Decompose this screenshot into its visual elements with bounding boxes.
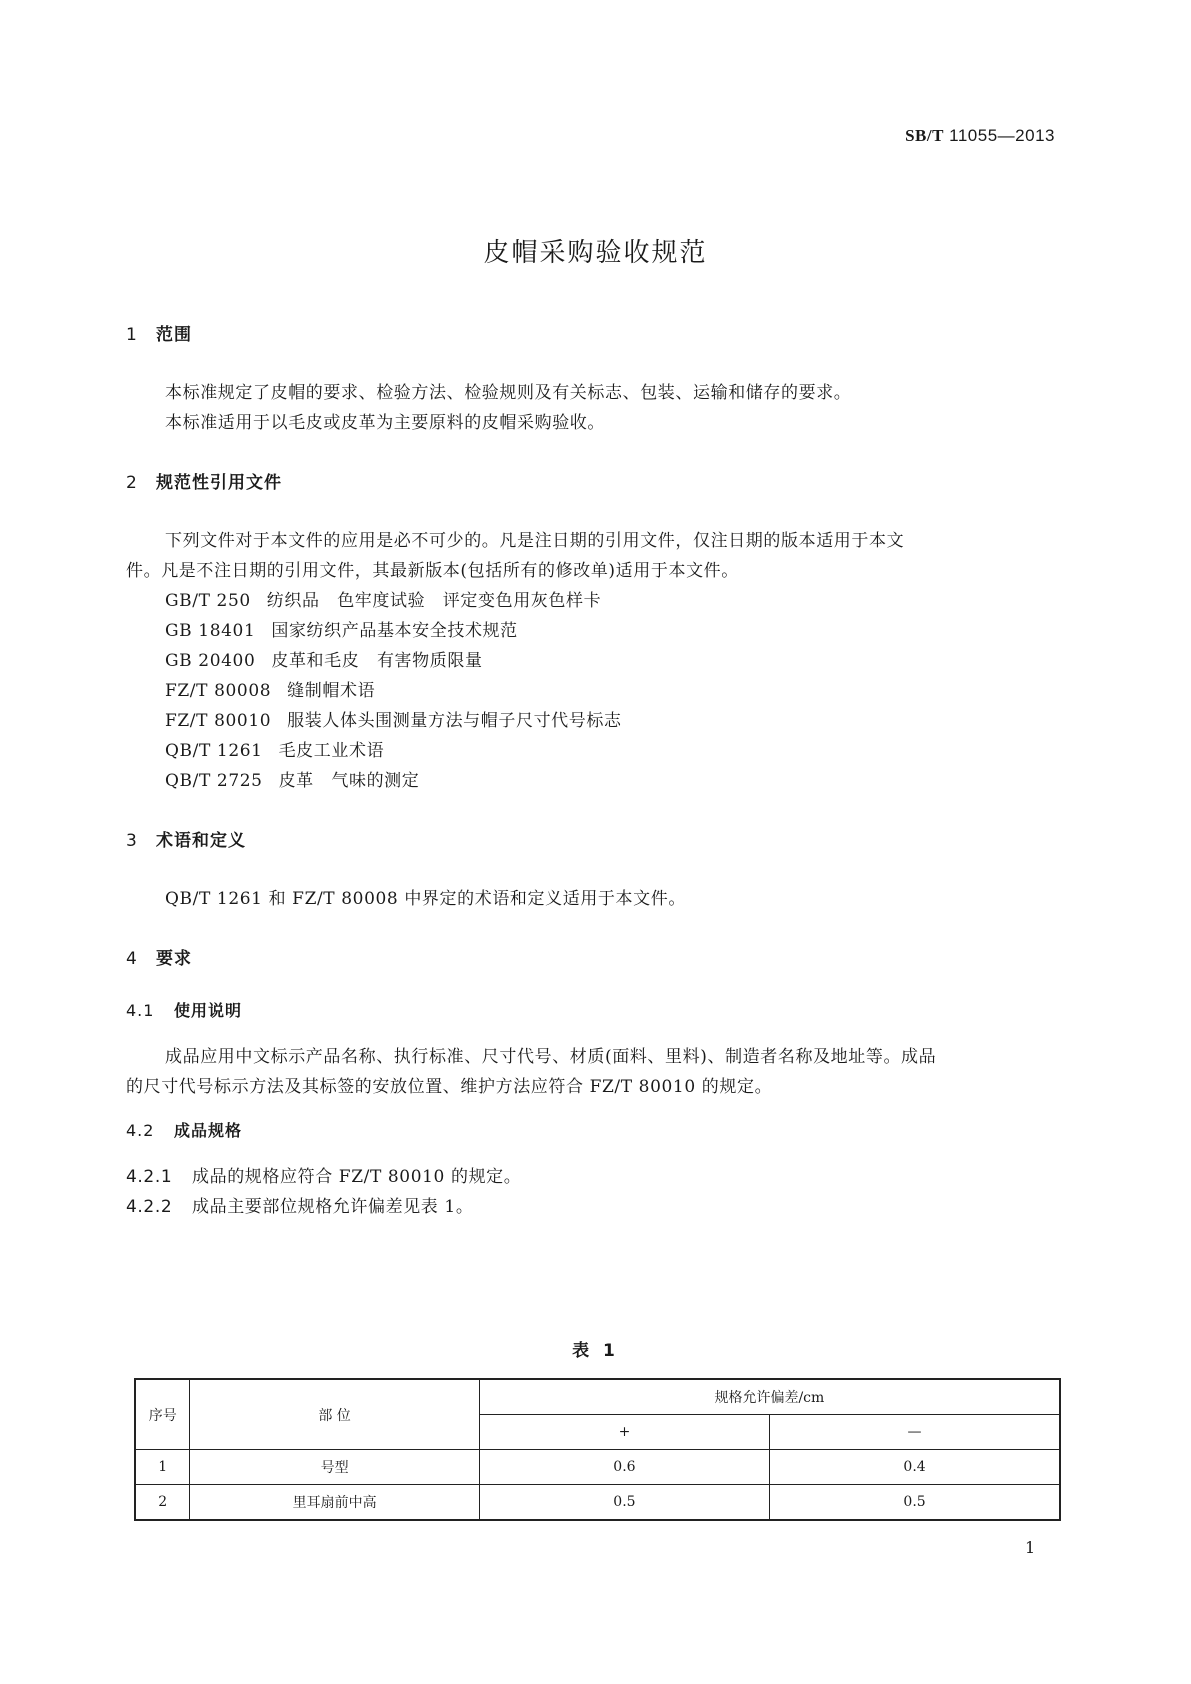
- reference-title: 皮革 气味的测定: [278, 771, 420, 791]
- cell-plus: 0.5: [479, 1485, 769, 1521]
- reference-item: [165, 646, 483, 671]
- header-minus: —: [770, 1415, 1060, 1450]
- clause-number: 4.2.2: [126, 1197, 173, 1217]
- clause-4-2-1: [126, 1162, 521, 1187]
- section-number: 2: [126, 473, 138, 493]
- section-title: 术语和定义: [156, 831, 246, 851]
- section-4-heading: [126, 944, 192, 969]
- section-number: 4: [126, 949, 138, 969]
- section-4-2-heading: [126, 1118, 242, 1141]
- section-title: 规范性引用文件: [156, 473, 282, 493]
- reference-title: 国家纺织产品基本安全技术规范: [271, 621, 518, 641]
- standard-prefix: SB/T: [905, 126, 944, 145]
- reference-title: 纺织品 色牢度试验 评定变色用灰色样卡: [266, 591, 602, 611]
- section-1-heading: [126, 320, 192, 345]
- cell-seq: 1: [135, 1450, 190, 1485]
- section-title: 要求: [156, 949, 192, 969]
- section-2-intro-line-2: 件。凡是不注日期的引用文件，其最新版本(包括所有的修改单)适用于本文件。: [126, 561, 739, 581]
- reference-code: QB/T 2725: [165, 771, 263, 791]
- section-title: 范围: [156, 325, 192, 345]
- section-number: 3: [126, 831, 138, 851]
- reference-item: [165, 616, 518, 641]
- standard-code: [905, 126, 1055, 146]
- clause-number: 4.2.1: [126, 1167, 173, 1187]
- cell-minus: 0.4: [770, 1450, 1060, 1485]
- section-4-1-heading: [126, 998, 242, 1021]
- header-seq: 序号: [135, 1379, 190, 1450]
- section-4-1-line-2: 的尺寸代号标示方法及其标签的安放位置、维护方法应符合 FZ/T 80010 的规定。: [126, 1077, 773, 1097]
- cell-plus: 0.6: [479, 1450, 769, 1485]
- reference-item: [165, 766, 419, 791]
- section-number: 1: [126, 325, 138, 345]
- page-number: 1: [1025, 1538, 1036, 1557]
- reference-code: FZ/T 80008: [165, 681, 272, 701]
- section-3-heading: [126, 826, 246, 851]
- reference-code: GB/T 250: [165, 591, 251, 611]
- section-1-para-2: 本标准适用于以毛皮或皮革为主要原料的皮帽采购验收。: [165, 413, 605, 433]
- reference-title: 皮革和毛皮 有害物质限量: [271, 651, 483, 671]
- document-title: 皮帽采购验收规范: [483, 238, 708, 268]
- reference-title: 服装人体头围测量方法与帽子尺寸代号标志: [287, 711, 622, 731]
- section-1-para-1: 本标准规定了皮帽的要求、检验方法、检验规则及有关标志、包装、运输和储存的要求。: [165, 383, 852, 403]
- reference-item: [165, 676, 375, 701]
- cell-minus: 0.5: [770, 1485, 1060, 1521]
- standard-number: 11055—2013: [949, 126, 1055, 145]
- tolerance-table: [134, 1378, 1061, 1521]
- reference-title: 缝制帽术语: [287, 681, 376, 701]
- section-4-1-line-1: 成品应用中文标示产品名称、执行标准、尺寸代号、材质(面料、里料)、制造者名称及地址等。成品: [165, 1047, 937, 1067]
- reference-title: 毛皮工业术语: [278, 741, 385, 761]
- table-row: [135, 1450, 1060, 1485]
- clause-4-2-2: [126, 1192, 473, 1217]
- reference-code: QB/T 1261: [165, 741, 263, 761]
- section-title: 成品规格: [174, 1121, 243, 1140]
- clause-text: 成品主要部位规格允许偏差见表 1。: [192, 1197, 474, 1217]
- reference-item: [165, 706, 622, 731]
- cell-part: 里耳扇前中高: [190, 1485, 479, 1521]
- reference-code: GB 20400: [165, 651, 256, 671]
- reference-code: GB 18401: [165, 621, 256, 641]
- section-2-intro-line-1: 下列文件对于本文件的应用是必不可少的。凡是注日期的引用文件，仅注日期的版本适用于本文: [165, 531, 905, 551]
- section-title: 使用说明: [174, 1001, 243, 1020]
- table-row: [135, 1485, 1060, 1521]
- reference-item: [165, 586, 601, 611]
- section-3-para: QB/T 1261 和 FZ/T 80008 中界定的术语和定义适用于本文件。: [165, 889, 686, 909]
- header-plus: +: [479, 1415, 769, 1450]
- section-number: 4.2: [126, 1121, 155, 1140]
- header-tolerance: 规格允许偏差/cm: [479, 1379, 1060, 1415]
- section-2-heading: [126, 468, 282, 493]
- section-number: 4.1: [126, 1001, 155, 1020]
- reference-code: FZ/T 80010: [165, 711, 272, 731]
- table-title: 表 1: [572, 1341, 619, 1361]
- reference-item: [165, 736, 384, 761]
- cell-seq: 2: [135, 1485, 190, 1521]
- cell-part: 号型: [190, 1450, 479, 1485]
- clause-text: 成品的规格应符合 FZ/T 80010 的规定。: [192, 1167, 522, 1187]
- header-part: 部 位: [190, 1379, 479, 1450]
